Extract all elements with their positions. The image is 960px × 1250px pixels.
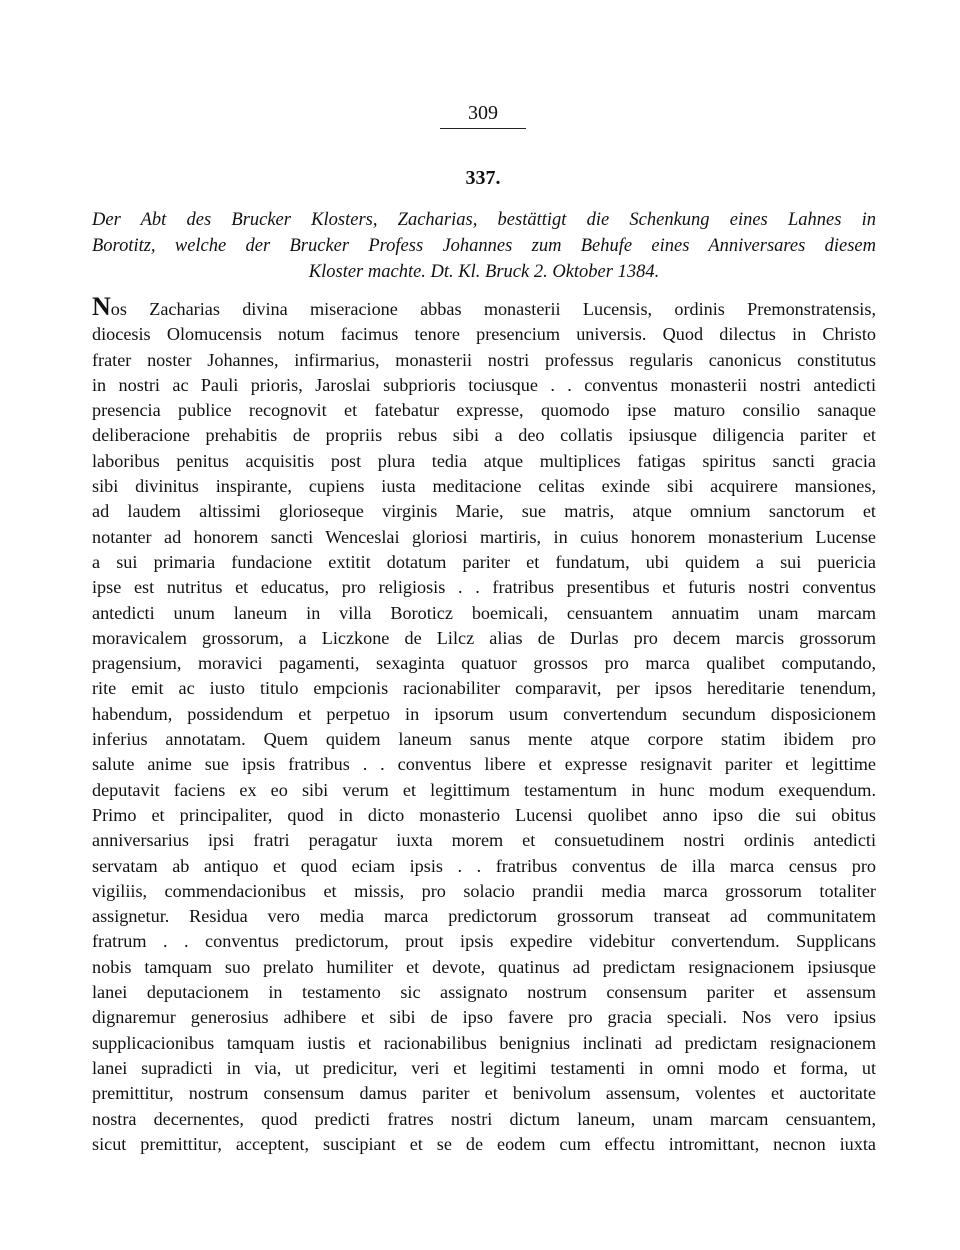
body-line: salute anime sue ipsis fratribus . . conventus libere et expresse resignavit pariter et legittime: [92, 754, 876, 775]
summary-line: Der Abt des Brucker Klosters, Zacharias, bestättigt die Schenkung eines Lahnes in: [92, 210, 876, 230]
body-line: pragensium, moravici pagamenti, sexaginta quatuor grossos pro marca qualibet computando,: [92, 653, 876, 674]
body-line: premittitur, nostrum consensum damus pariter et benivolum assensum, volentes et auctoritate: [92, 1083, 876, 1104]
body-line: assignetur. Residua vero media marca predictorum grossorum transeat ad communitatem: [92, 906, 876, 927]
body-line: in nostri ac Pauli prioris, Jaroslai subprioris tociusque . . conventus monasterii nostri antedicti: [92, 374, 876, 395]
body-line: rite emit ac iusto titulo empcionis racionabiliter comparavit, per ipsos hereditarie tenendum,: [92, 678, 876, 699]
body-line: deputavit faciens ex eo sibi verum et legittimum testamentum in hunc modum exequendum.: [92, 779, 876, 800]
document-summary: [92, 207, 876, 285]
body-line: presencia publice recognovit et fatebatur expresse, quomodo ipse maturo consilio sanaque: [92, 400, 876, 421]
body-line: nobis tamquam suo prelato humiliter et devote, quatinus ad predictam resignacionem ipsiusque: [92, 956, 876, 977]
body-line: Primo et principaliter, quod in dicto monasterio Lucensi quolibet anno ipso die sui obitus: [92, 804, 876, 825]
document-body: [92, 292, 876, 1157]
body-line: lanei deputacionem in testamento sic assignato nostrum consensum pariter et assensum: [92, 982, 876, 1003]
body-line: inferius annotatam. Quem quidem laneum sanus mente atque corpore statim ibidem pro: [92, 729, 876, 750]
body-line: supplicacionibus tamquam iustis et racionabilibus benignius inclinati ad predictam resignacionem: [92, 1032, 876, 1053]
body-line: dignaremur generosius adhibere et sibi de ipso favere pro gracia speciali. Nos vero ipsius: [92, 1007, 876, 1028]
body-line: ipse est nutritus et educatus, pro religiosis . . fratribus presentibus et futuris nostri conventus: [92, 577, 876, 598]
body-line: ad laudem altissimi glorioseque virginis Marie, sue matris, atque omnium sanctorum et: [92, 501, 876, 522]
page-number: 309: [440, 100, 526, 129]
drop-initial: N: [92, 292, 111, 321]
body-lines: [92, 322, 876, 1157]
body-line: anniversarius ipsi fratri peragatur iuxta morem et consuetudinem nostri ordinis antedicti: [92, 830, 876, 851]
body-line: moravicalem grossorum, a Liczkone de Lilcz alias de Durlas pro decem marcis grossorum: [92, 627, 876, 648]
body-line: lanei supradicti in via, ut predicitur, veri et legitimi testamenti in omni modo et forma, ut: [92, 1057, 876, 1078]
summary-line: Kloster machte. Dt. Kl. Bruck 2. Oktober 1384.: [308, 262, 660, 282]
summary-line: Borotitz, welche der Brucker Profess Johannes zum Behufe eines Anniversares diesem: [92, 236, 876, 256]
body-line: fratrum . . conventus predictorum, prout ipsis expedire videbitur convertendum. Supplicans: [92, 931, 876, 952]
document-number: 337.: [465, 167, 501, 189]
body-line: frater noster Johannes, infirmarius, monasterii nostri professus regularis canonicus constitutus: [92, 349, 876, 370]
body-line: laboribus penitus acquisitis post plura tedia atque multiplices fatigas spiritus sancti gracia: [92, 450, 876, 471]
body-first-line-text: os Zacharias divina miseracione abbas monasterii Lucensis, ordinis Premonstratensis,: [110, 299, 876, 319]
body-first-line: [92, 292, 876, 322]
body-line: vigiliis, commendacionibus et missis, pro solacio prandii media marca grossorum totaliter: [92, 880, 876, 901]
body-line: notanter ad honorem sancti Wenceslai gloriosi martiris, in cuius honorem monasterium Lucense: [92, 526, 876, 547]
body-line: servatam ab antiquo et quod eciam ipsis . . fratribus conventus de illa marca census pro: [92, 855, 876, 876]
body-line: deliberacione prehabitis de propriis rebus sibi a deo collatis ipsiusque diligencia pariter et: [92, 425, 876, 446]
body-line: sibi divinitus inspirante, cupiens iusta meditacione celitas exinde sibi acquirere mansiones,: [92, 476, 876, 497]
body-line: nostra decernentes, quod predicti fratres nostri dictum laneum, unam marcam censuantem,: [92, 1108, 876, 1129]
body-line: habendum, possidendum et perpetuo in ipsorum usum convertendum secundum disposicionem: [92, 703, 876, 724]
body-line: a sui primaria fundacione extitit dotatum pariter et fundatum, ubi quidem a sui puericia: [92, 551, 876, 572]
body-line: antedicti unum laneum in villa Boroticz boemicali, censuantem annuatim unam marcam: [92, 602, 876, 623]
body-line: diocesis Olomucensis notum facimus tenore presencium universis. Quod dilectus in Christo: [92, 324, 876, 345]
body-line: sicut premittitur, acceptent, suscipiant et se de eodem cum effectu intromittant, necnon iuxta: [92, 1133, 876, 1154]
